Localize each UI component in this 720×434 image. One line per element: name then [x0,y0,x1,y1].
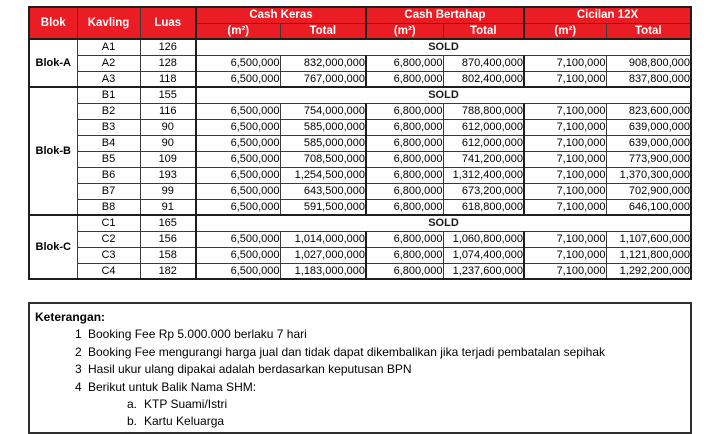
kavling-cell: A1 [77,39,140,55]
note-subitem-b [35,413,690,430]
keterangan-title: Keterangan: [35,310,106,324]
cic-total-cell: 1,121,800,000 [606,247,691,263]
note-text: Berikut untuk Balik Nama SHM: [88,379,257,394]
luas-cell: 158 [140,247,196,263]
table-row [29,87,691,103]
kavling-cell: C4 [77,263,140,279]
col-header-cb-per-m2: (m²) [366,23,443,39]
cb-per-m2-cell: 6,800,000 [366,151,443,167]
cic-per-m2-cell: 7,100,000 [524,247,606,263]
table-row [29,263,691,279]
ck-total-cell: 1,014,000,000 [280,231,366,247]
cic-per-m2-cell: 7,100,000 [524,119,606,135]
price-table [28,6,692,280]
ck-per-m2-cell: 6,500,000 [196,55,280,71]
ck-per-m2-cell: 6,500,000 [196,263,280,279]
cic-total-cell: 1,107,600,000 [606,231,691,247]
cic-total-cell: 1,370,300,000 [606,167,691,183]
cic-total-cell: 823,600,000 [606,103,691,119]
note-item-2 [35,344,690,361]
cic-total-cell: 639,000,000 [606,135,691,151]
col-header-ck-total: Total [280,23,366,39]
kavling-cell: B1 [77,87,140,103]
col-header-kavling: Kavling [77,7,140,39]
sold-cell: SOLD [196,39,691,55]
table-row [29,183,691,199]
luas-cell: 118 [140,71,196,87]
luas-cell: 99 [140,183,196,199]
table-row [29,167,691,183]
cic-total-cell: 646,100,000 [606,199,691,215]
kavling-cell: A3 [77,71,140,87]
ck-total-cell: 1,183,000,000 [280,263,366,279]
cb-per-m2-cell: 6,800,000 [366,103,443,119]
luas-cell: 116 [140,103,196,119]
cic-total-cell: 639,000,000 [606,119,691,135]
cb-total-cell: 618,800,000 [443,199,524,215]
cb-total-cell: 741,200,000 [443,151,524,167]
cb-per-m2-cell: 6,800,000 [366,135,443,151]
cic-per-m2-cell: 7,100,000 [524,167,606,183]
ck-total-cell: 1,254,500,000 [280,167,366,183]
cb-per-m2-cell: 6,800,000 [366,167,443,183]
cic-per-m2-cell: 7,100,000 [524,263,606,279]
col-header-cic-per-m2: (m²) [524,23,606,39]
note-item-4 [35,379,690,396]
col-header-luas: Luas [140,7,196,39]
note-number: 2 [75,344,82,359]
cb-total-cell: 1,237,600,000 [443,263,524,279]
luas-cell: 109 [140,151,196,167]
luas-cell: 126 [140,39,196,55]
ck-per-m2-cell: 6,500,000 [196,71,280,87]
note-number: 1 [75,327,82,342]
ck-per-m2-cell: 6,500,000 [196,135,280,151]
luas-cell: 90 [140,119,196,135]
kavling-cell: C2 [77,231,140,247]
cic-per-m2-cell: 7,100,000 [524,71,606,87]
ck-per-m2-cell: 6,500,000 [196,119,280,135]
cic-total-cell: 702,900,000 [606,183,691,199]
cic-per-m2-cell: 7,100,000 [524,183,606,199]
cb-per-m2-cell: 6,800,000 [366,263,443,279]
col-header-ck-per-m2: (m²) [196,23,280,39]
kavling-cell: B4 [77,135,140,151]
cb-total-cell: 788,800,000 [443,103,524,119]
col-header-cic-total: Total [606,23,691,39]
table-row [29,119,691,135]
ck-per-m2-cell: 6,500,000 [196,247,280,263]
note-text: Hasil ukur ulang dipakai adalah berdasarkan keputusan BPN [88,362,412,377]
ck-per-m2-cell: 6,500,000 [196,199,280,215]
ck-per-m2-cell: 6,500,000 [196,151,280,167]
table-row [29,231,691,247]
note-subitem-a [35,396,690,413]
cic-per-m2-cell: 7,100,000 [524,103,606,119]
cb-total-cell: 1,060,800,000 [443,231,524,247]
table-row [29,135,691,151]
col-group-cicilan-12x: Cicilan 12X [524,7,691,23]
ck-per-m2-cell: 6,500,000 [196,183,280,199]
cb-total-cell: 1,074,400,000 [443,247,524,263]
ck-total-cell: 585,000,000 [280,119,366,135]
ck-total-cell: 643,500,000 [280,183,366,199]
note-text: KTP Suami/Istri [144,397,228,412]
cic-per-m2-cell: 7,100,000 [524,199,606,215]
cic-total-cell: 1,292,200,000 [606,263,691,279]
ck-per-m2-cell: 6,500,000 [196,167,280,183]
luas-cell: 193 [140,167,196,183]
ck-total-cell: 591,500,000 [280,199,366,215]
ck-total-cell: 1,027,000,000 [280,247,366,263]
col-group-cash-keras: Cash Keras [196,7,366,23]
cb-total-cell: 612,000,000 [443,119,524,135]
table-row [29,103,691,119]
table-row [29,215,691,231]
kavling-cell: B6 [77,167,140,183]
cic-total-cell: 908,800,000 [606,55,691,71]
sold-cell: SOLD [196,215,691,231]
luas-cell: 156 [140,231,196,247]
table-row [29,39,691,55]
ck-total-cell: 708,500,000 [280,151,366,167]
kavling-cell: A2 [77,55,140,71]
note-number: 3 [75,362,82,377]
ck-total-cell: 585,000,000 [280,135,366,151]
table-row [29,199,691,215]
cic-total-cell: 837,800,000 [606,71,691,87]
note-text: Kartu Keluarga [144,414,225,429]
keterangan-box [28,302,692,434]
note-letter: a. [127,397,138,412]
cb-total-cell: 673,200,000 [443,183,524,199]
block-label-cell: Blok-A [29,39,77,87]
table-row [29,55,691,71]
cic-per-m2-cell: 7,100,000 [524,231,606,247]
table-row [29,247,691,263]
luas-cell: 155 [140,87,196,103]
cic-total-cell: 773,900,000 [606,151,691,167]
sold-cell: SOLD [196,87,691,103]
note-number: 4 [75,379,82,394]
luas-cell: 165 [140,215,196,231]
luas-cell: 182 [140,263,196,279]
cb-per-m2-cell: 6,800,000 [366,231,443,247]
kavling-cell: B7 [77,183,140,199]
cb-per-m2-cell: 6,800,000 [366,199,443,215]
cic-per-m2-cell: 7,100,000 [524,135,606,151]
kavling-cell: B8 [77,199,140,215]
block-label-cell: Blok-C [29,215,77,279]
kavling-cell: B3 [77,119,140,135]
ck-total-cell: 832,000,000 [280,55,366,71]
luas-cell: 128 [140,55,196,71]
price-table-body [29,39,691,279]
note-letter: b. [127,414,138,429]
kavling-cell: B5 [77,151,140,167]
ck-total-cell: 767,000,000 [280,71,366,87]
cb-per-m2-cell: 6,800,000 [366,247,443,263]
note-item-3 [35,361,690,378]
kavling-cell: C1 [77,215,140,231]
cb-per-m2-cell: 6,800,000 [366,183,443,199]
cb-per-m2-cell: 6,800,000 [366,119,443,135]
note-text: Booking Fee Rp 5.000.000 berlaku 7 hari [88,327,307,342]
cb-total-cell: 612,000,000 [443,135,524,151]
cic-per-m2-cell: 7,100,000 [524,55,606,71]
table-row [29,71,691,87]
header-row-groups [29,7,691,23]
note-item-1 [35,326,690,343]
cb-per-m2-cell: 6,800,000 [366,71,443,87]
luas-cell: 91 [140,199,196,215]
cic-per-m2-cell: 7,100,000 [524,151,606,167]
note-text: Booking Fee mengurangi harga jual dan tidak dapat dikembalikan jika terjadi pembatalan sepihak [88,344,605,359]
col-group-cash-bertahap: Cash Bertahap [366,7,524,23]
cb-total-cell: 802,400,000 [443,71,524,87]
kavling-cell: C3 [77,247,140,263]
luas-cell: 90 [140,135,196,151]
kavling-cell: B2 [77,103,140,119]
table-row [29,151,691,167]
cb-per-m2-cell: 6,800,000 [366,55,443,71]
ck-per-m2-cell: 6,500,000 [196,231,280,247]
cb-total-cell: 870,400,000 [443,55,524,71]
ck-total-cell: 754,000,000 [280,103,366,119]
ck-per-m2-cell: 6,500,000 [196,103,280,119]
col-header-blok: Blok [29,7,77,39]
col-header-cb-total: Total [443,23,524,39]
cb-total-cell: 1,312,400,000 [443,167,524,183]
block-label-cell: Blok-B [29,87,77,215]
